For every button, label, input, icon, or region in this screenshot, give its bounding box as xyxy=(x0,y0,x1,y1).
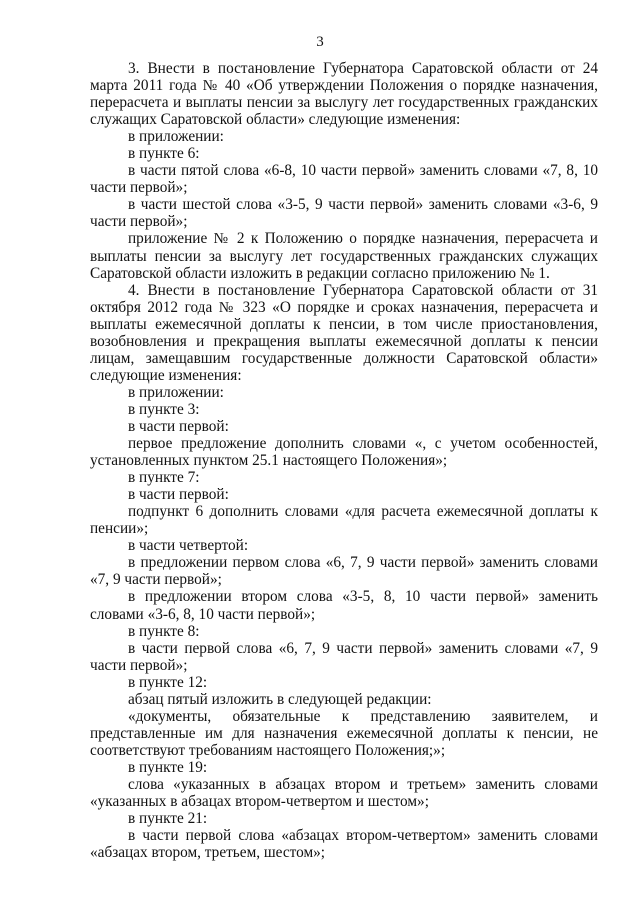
paragraph: подпункт 6 дополнить словами «для расчета ежемесячной доплаты к пенсии»; xyxy=(90,503,598,538)
paragraph: в приложении: xyxy=(128,383,224,401)
paragraph: в приложении: xyxy=(128,128,224,146)
paragraph: в части первой слова «абзацах втором-четвертом» заменить словами «абзацах втором, третьем, шестом»; xyxy=(90,827,598,862)
paragraph: слова «указанных в абзацах втором и третьем» заменить словами «указанных в абзацах втором-четвертом и шестом»; xyxy=(90,775,598,811)
paragraph: в части первой слова «6, 7, 9 части первой» заменить словами «7, 9 части первой»; xyxy=(90,639,598,674)
paragraph: абзац пятый изложить в следующей редакции: xyxy=(128,690,432,708)
paragraph: 3. Внести в постановление Губернатора Саратовской области от 24 марта 2011 года № 40 «Об утверждении Положения о порядке назначения, перерасчета и выплаты пенсии за выслугу лет государственных гражданских служащих Саратовской области» следующие изменения: xyxy=(90,60,598,129)
paragraph: в части пятой слова «6-8, 10 части первой» заменить словами «7, 8, 10 части первой»; xyxy=(90,162,598,197)
paragraph: в части первой: xyxy=(128,417,229,435)
paragraph: в части шестой слова «3-5, 9 части первой» заменить словами «3-6, 9 части первой»; xyxy=(90,196,598,231)
paragraph: 4. Внести в постановление Губернатора Саратовской области от 31 октября 2012 года № 323 «О порядке и сроках назначения, перерасчета и выплаты ежемесячной доплаты к пенсии, в том числе приостановления, возобновления и прекращения выплаты ежемесячной доплаты к пенсии лицам, замещавшим государственные должности Саратовской области» следующие изменения: xyxy=(90,281,598,384)
paragraph: в предложении первом слова «6, 7, 9 части первой» заменить словами «7, 9 части первой»; xyxy=(90,554,598,589)
paragraph: в пункте 7: xyxy=(128,469,200,487)
document-body xyxy=(90,60,598,861)
paragraph: в пункте 21: xyxy=(128,810,208,828)
paragraph: в части четвертой: xyxy=(128,537,249,555)
paragraph: первое предложение дополнить словами «, с учетом особенностей, установленных пунктом 25.1 настоящего Положения»; xyxy=(90,435,598,470)
paragraph: в части первой: xyxy=(128,486,229,504)
paragraph: «документы, обязательные к представлению заявителем, и представленные им для назначения ежемесячной доплаты к пенсии, не соответствуют требованиям настоящего Положения;»; xyxy=(90,707,598,759)
paragraph: в предложении втором слова «3-5, 8, 10 части первой» заменить словами «3-6, 8, 10 части первой»; xyxy=(90,588,598,623)
paragraph: в пункте 19: xyxy=(128,758,208,776)
paragraph: в пункте 3: xyxy=(128,400,200,418)
paragraph: в пункте 8: xyxy=(128,622,200,640)
paragraph: в пункте 12: xyxy=(128,673,208,691)
page-number: 3 xyxy=(316,34,324,50)
paragraph: в пункте 6: xyxy=(128,145,200,163)
paragraph: приложение № 2 к Положению о порядке назначения, перерасчета и выплаты пенсии за выслугу лет государственных гражданских служащих Саратовской области изложить в редакции согласно приложению № 1. xyxy=(90,230,598,282)
